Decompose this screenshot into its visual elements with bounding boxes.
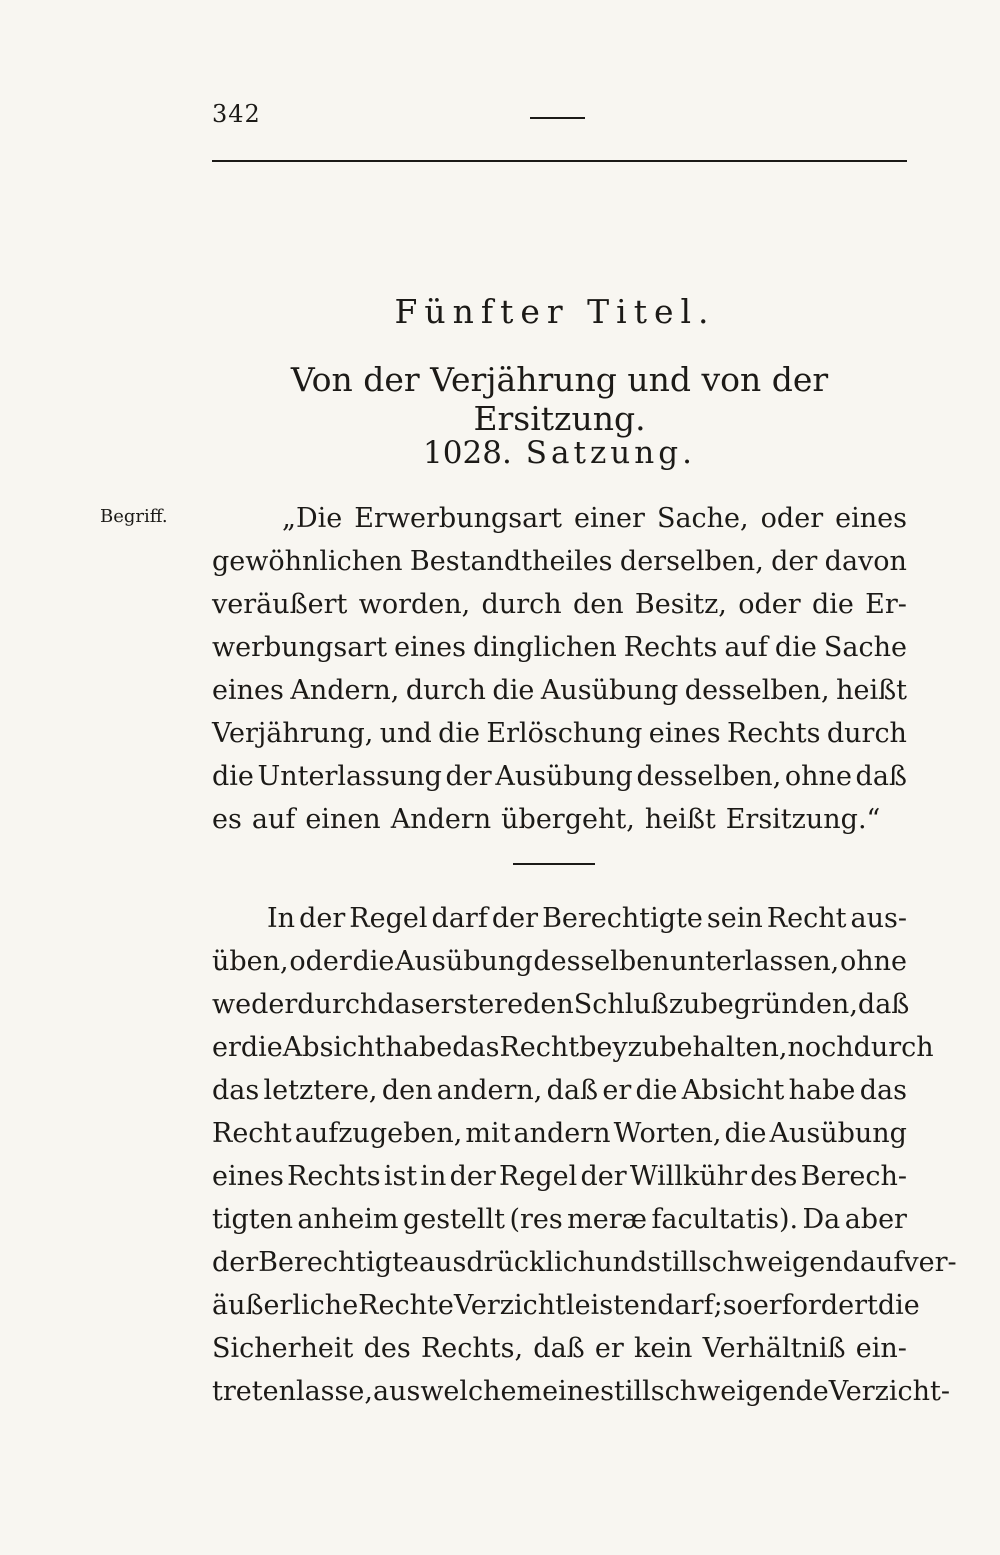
quote-line: die Unterlassung der Ausübung desselben, ohne daß	[212, 761, 907, 792]
paragraph-line: treten lasse, aus welchem eine stillschweigende Verzicht-	[212, 1376, 950, 1407]
paragraph-line: tigten anheim gestellt (res meræ facultatis). Da aber	[212, 1204, 907, 1235]
paragraph-line: er die Absicht habe das Recht beyzubehalten, noch durch	[212, 1032, 934, 1063]
chapter-subtitle: Von der Verjährung und von der Ersitzung.	[290, 360, 829, 438]
header-rule	[212, 160, 907, 162]
paragraph-line: üben, oder die Ausübung desselben unterlassen, ohne	[212, 946, 907, 977]
quote-line: werbungsart eines dinglichen Rechts auf die Sache	[212, 632, 907, 663]
paragraph-line: Sicherheit des Rechts, daß er kein Verhältniß ein-	[212, 1333, 907, 1364]
paragraph-line: eines Rechts ist in der Regel der Willkühr des Berech-	[212, 1161, 907, 1192]
paragraph-line: Recht aufzugeben, mit andern Worten, die Ausübung	[212, 1118, 907, 1149]
paragraph-line: äußerliche Rechte Verzicht leisten darf; so erfordert die	[212, 1290, 920, 1321]
quote-line: eines Andern, durch die Ausübung desselben, heißt	[212, 675, 907, 706]
section-number: 1028.	[423, 435, 512, 471]
section-heading	[212, 435, 907, 471]
quote-line: Verjährung, und die Erlöschung eines Rechts durch	[212, 718, 907, 749]
paragraph-line: das letztere, den andern, daß er die Absicht habe das	[212, 1075, 907, 1106]
quote-line: „Die Erwerbungsart einer Sache, oder eines	[282, 503, 907, 534]
paragraph-line: weder durch das erstere den Schluß zu begründen, daß	[212, 989, 910, 1020]
section-label: Satzung.	[525, 435, 696, 471]
quote-line: veräußert worden, durch den Besitz, oder die Er-	[212, 589, 907, 620]
definition-quote	[212, 497, 907, 841]
header-dash	[530, 117, 585, 119]
body-paragraph	[212, 897, 957, 1413]
marginal-note: Begriff.	[100, 506, 168, 527]
page-number: 342	[212, 100, 261, 128]
quote-line: gewöhnlichen Bestandtheiles derselben, der davon	[212, 546, 907, 577]
section-divider	[513, 863, 595, 865]
paragraph-line: der Berechtigte ausdrücklich und stillschweigend auf ver-	[212, 1247, 957, 1278]
paragraph-line: In der Regel darf der Berechtigte sein Recht aus-	[267, 903, 907, 934]
quote-line: es auf einen Andern übergeht, heißt Ersitzung.“	[212, 804, 881, 835]
chapter-title: Fünfter Titel.	[394, 292, 716, 331]
